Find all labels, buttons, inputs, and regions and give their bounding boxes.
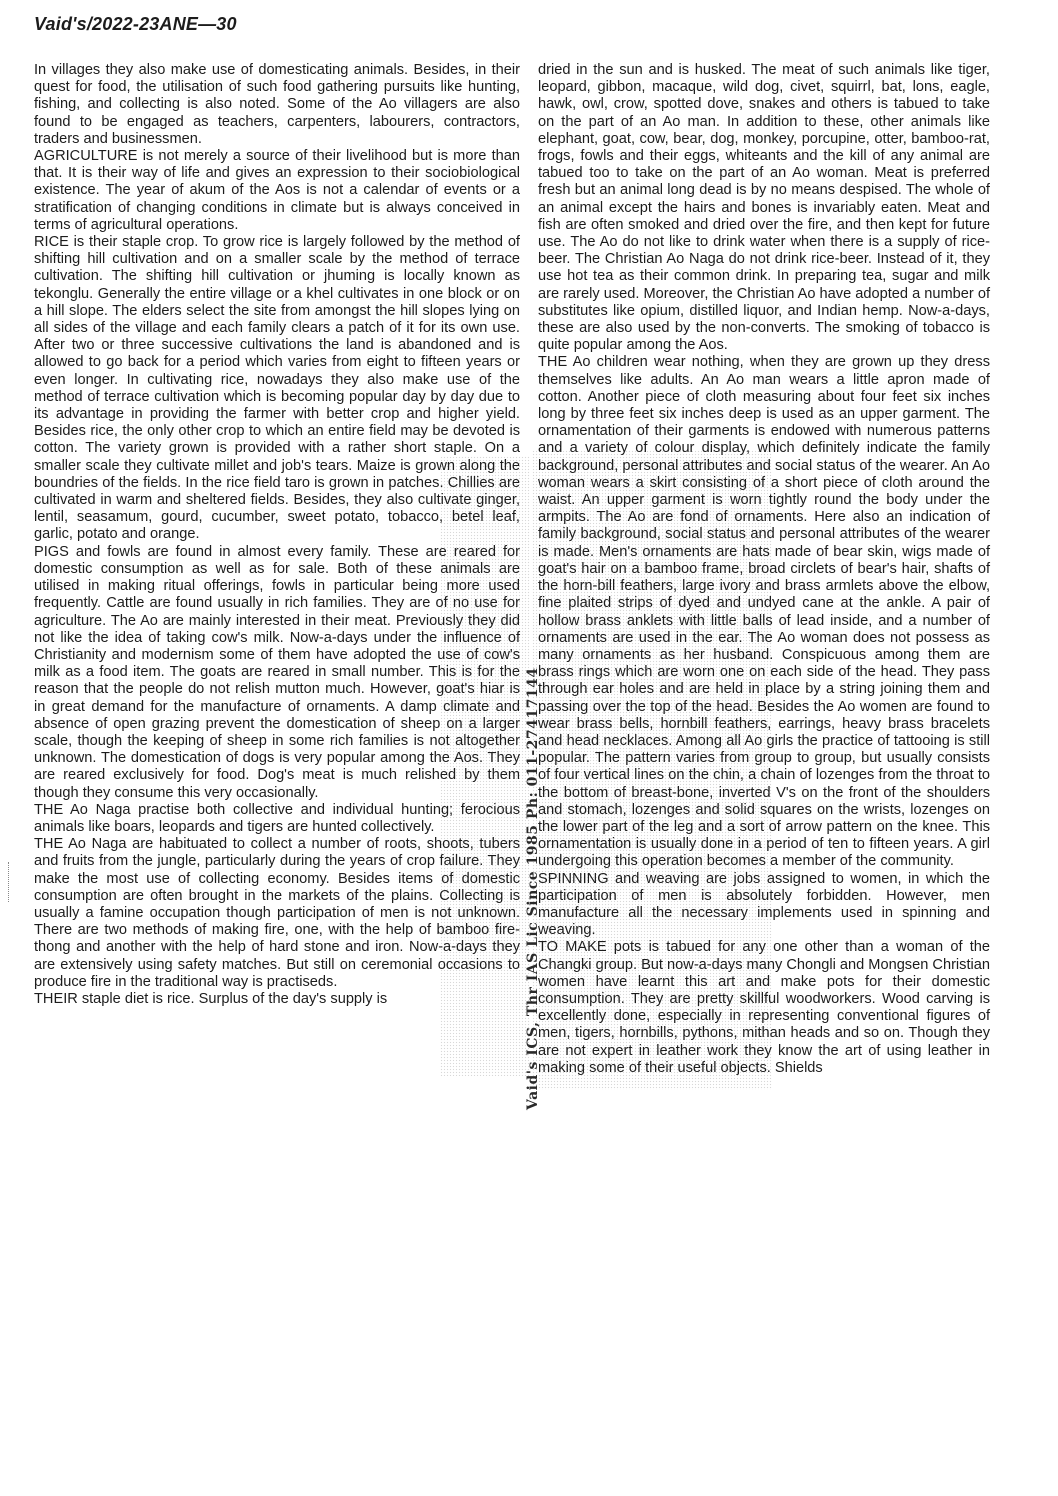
margin-mark [8,862,13,902]
paragraph-diet-start: THEIR staple diet is rice. Surplus of the day's supply is [34,990,388,1007]
paragraph-agriculture: AGRICULTURE is not merely a source of their livelihood but is more than that. It is their way of life and gives an expression to their sociobiological existence. The year of akum of the Aos is not a calendar of events or a stratification of changing conditions in climate but is always conceived in terms of agricultural operations. [34,148,520,233]
left-column [34,62,520,1008]
paragraph-dress: THE Ao children wear nothing, when they are grown up they dress themselves like adults. An Ao man wears a little apron made of cotton. Another piece of cloth measuring about four feet six inches long by three feet six inches deep is used as an upper garment. The ornamentation of their garments is endowed with numerous patterns and a variety of colour display, which definitely indicate the family background, personal attributes and social status of the wearer. An Ao woman wears a skirt consisting of a short piece of cloth around the waist. An upper garment is worn tightly round the body under the armpits. The Ao are fond of ornaments. Here also an indication of family background, social status and personal attributes of the wearer is made. Men's ornaments are hats made of bear skin, wigs made of goat's hair on a bamboo frame, broad circlets of bear's hair, shafts of the horn-bill feathers, large ivory and brass armlets above the elbow, fine plaited strips of dyed and undyed cane at the ankle. A pair of hollow brass anklets with little balls of lead inside, and a number of ornaments are used in the ear. The Ao woman does not possess as many ornaments as her husband. Conspicuous among them are brass rings which are worn one on each side of the head. They pass through ear holes and are held in place by a string joining them and passing over the top of the head. Besides the Ao women are found to wear brass bells, hornbill feathers, earrings, heavy brass bracelets and head necklaces. Among all Ao girls the practice of tattooing is still popular. The pattern varies from group to group, but usually consists of four vertical lines on the chin, a chain of lozenges from the throat to the bottom of breast-bone, inverted V's on the front of the shoulders and stomach, lozenges and solid squares on the wrists, lozenges on the lower part of the leg and a sort of arrow pattern on the knee. This ornamentation is usually done in a period of ten to fifteen years. A girl undergoing this operation becomes a member of the community. [538,354,990,870]
paragraph-diet-continued: dried in the sun and is husked. The meat of such animals like tiger, leopard, gibbon, macaque, wild dog, civet, squirrl, bat, lons, eagle, hawk, owl, crow, spotted dove, snakes and others is tabued to take on the part of an Ao man. In addition to these, other animals like elephant, goat, cow, bear, dog, monkey, porcupine, otter, bamboo-rat, frogs, fowls and their eggs, whiteants and the kill of any animal are tabued too to take on the part of an Ao woman. Meat is preferred fresh but an animal long dead is by no means despised. The whole of an animal except the hairs and bones is invariably eaten. Meat and fish are often smoked and dried over the fire, and then kept for future use. The Ao do not like to drink water when there is a supply of rice-beer. The Christian Ao Naga do not drink rice-beer. Instead of it, they use hot tea as their common drink. In preparing tea, sugar and milk are rarely used. Moreover, the Christian Ao have adopted a number of substitutes like opium, distilled liquor, and Indian hemp. Now-a-days, these are also used by the non-converts. The smoking of tobacco is quite popular among the Aos. [538,62,990,354]
paragraph-hunting: THE Ao Naga practise both collective and individual hunting; ferocious animals like boars, leopards and tigers are hunted collectively. [34,801,520,835]
paragraph-pottery: TO MAKE pots is tabued for any one other than a woman of the Changki group. But now-a-days many Chongli and Mongsen Christian women have learnt this art and make pots for their domestic consumption. They are pretty skillful woodworkers. Wood carving is excellently done, especially in representing conventional figures of men, tigers, hornbills, pythons, mithan heads and so on. Though they are not expert in leather work they know the art of using leather in making some of their useful objects. Shields [538,939,990,1076]
right-column [538,62,990,1077]
paragraph-occupations: In villages they also make use of domesticating animals. Besides, in their quest for food, the utilisation of such food gathering pursuits like hunting, fishing, and collecting is also noted. Some of the Ao villagers are also found to be engaged as teachers, carpenters, labourers, contractors, traders and businessmen. [34,62,520,147]
paragraph-collecting: THE Ao Naga are habituated to collect a number of roots, shoots, tubers and fruits from the jungle, particularly during the years of crop failure. They make the most use of collecting economy. Besides items of domestic consumption are often brought in the markets of the plains. Collecting is usually a famine occupation though participation of men is not unknown. There are two methods of making fire, one, with the help of bamboo fire-thong and another with the help of hard stone and iron. Now-a-days they are extensively using safety matches. But still on ceremonial occasions to produce fire in the traditional way is practiseds. [34,836,520,990]
paragraph-pigs: PIGS and fowls are found in almost every family. These are reared for domestic consumption as well as for sale. Both of these animals are utilised in making ritual offerings, fowls in particular being more used frequently. Cattle are found usually in rich families. They are of no use for agriculture. The Ao are mainly interested in their meat. Previously they did not like the idea of taking cow's milk. Now-a-days under the influence of Christianity and modernism some of them have adopted the use of cow's milk as a food item. The goats are reared in small number. This is for the reason that the people do not relish mutton much. However, goat's hiar is in great demand for the manufacture of ornaments. A damp climate and absence of open grazing prevent the domestication of sheep on a larger scale, though the keeping of sheep in some rich families is not altogether unknown. The domestication of dogs is very popular among the Aos. They are reared exclusively for food. Dog's meat is much relished by them though they consume this very occasionally. [34,543,520,801]
paragraph-rice: RICE is their staple crop. To grow rice is largely followed by the method of shifting hill cultivation and on a smaller scale by the method of terrace cultivation. The shifting hill cultivation or jhuming is locally known as tekonglu. Generally the entire village or a khel cultivates in one block or on a hill slope. The elders select the site from amongst the hill slopes lying on all sides of the village and each family clears a patch of it for its own use. After two or three successive cultivations the land is abandoned and is allowed to go back for a period which varies from eight to fifteen years or even longer. In cultivating rice, nowadays they also make use of the method of terrace cultivation which is becoming popular day by day due to its advantage in providing the farmer with better crop and higher yield. Besides rice, the only other crop to which an entire field may be devoted is cotton. The variety grown is provided with a rather short staple. On a smaller scale they cultivate millet and job's tears. Maize is grown along the boundries of the fields. In the rice field taro is grown in patches. Chillies are cultivated in warm and sheltered fields. Besides, they also cultivate ginger, lentil, seasamum, gourd, cucumber, sweet potato, tobacco, betel leaf, garlic, potato and orange. [34,234,520,543]
page-header: Vaid's/2022-23ANE—30 [34,14,237,34]
paragraph-spinning: SPINNING and weaving are jobs assigned to women, in which the participation of men is absolutely forbidden. However, men manufacture all the necessary implements used in spinning and weaving. [538,870,990,939]
watermark: Vaid's ICS, Thr IAS Lic Since 1985 Ph: 011-27417144 [525,667,541,1110]
